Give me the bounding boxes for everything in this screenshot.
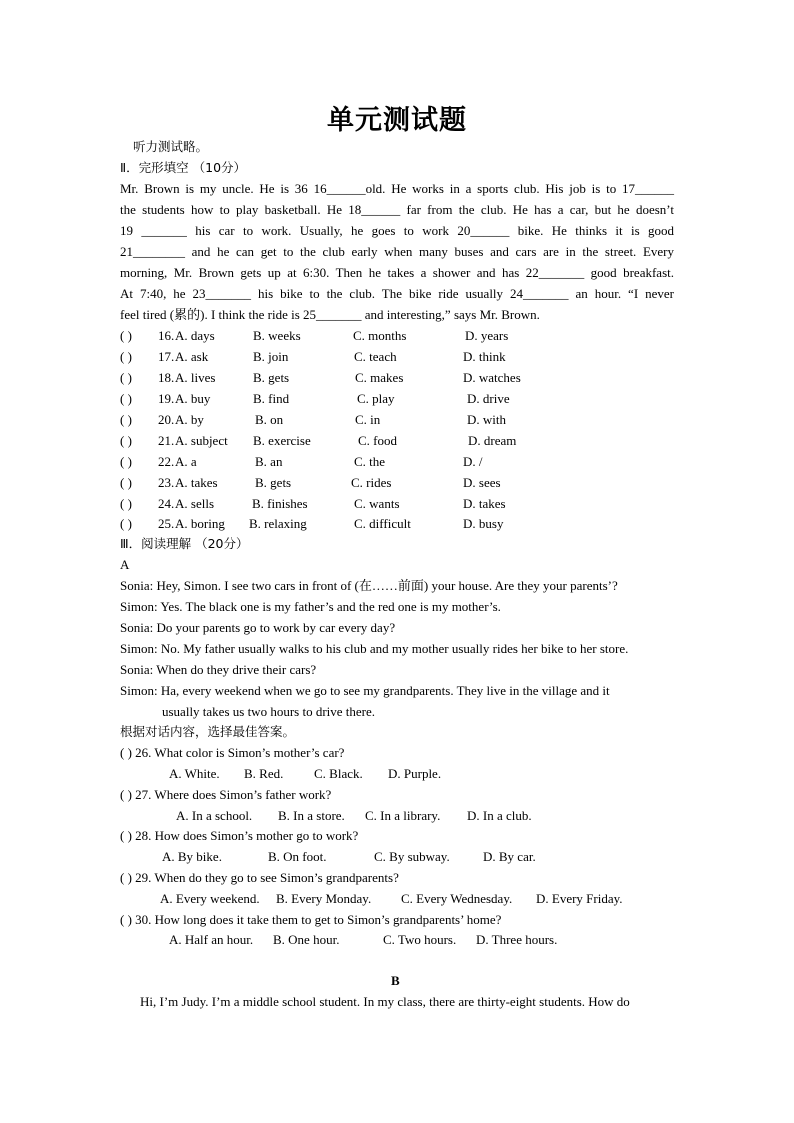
- option-a: A. by: [175, 412, 204, 427]
- passage-line: 19 _______ his car to work. Usually, he goes to work 20______ bike. He thinks it is good: [120, 223, 674, 238]
- option-a: A. a: [175, 454, 197, 469]
- question-number: 20.: [158, 412, 175, 427]
- option-d: D. drive: [467, 391, 510, 406]
- option-b: B. Red.: [244, 766, 284, 781]
- option-c: C. difficult: [354, 516, 411, 531]
- reading-question[interactable]: ( ) 28. How does Simon’s mother go to work?: [120, 828, 359, 843]
- option-c: C. Two hours.: [383, 932, 457, 947]
- option-b: B. Every Monday.: [276, 891, 372, 906]
- answer-bracket[interactable]: ( ): [120, 391, 132, 406]
- question-number: 18.: [158, 370, 175, 385]
- dialogue-line: Simon: No. My father usually walks to his club and my mother usually rides her bike to her store.: [120, 641, 629, 656]
- section2-heading: Ⅱ．完形填空 （10分）: [120, 160, 247, 175]
- dialogue-line: Sonia: Hey, Simon. I see two cars in front of (在……前面) your house. Are they your parents’?: [120, 578, 618, 593]
- dialogue-line: usually takes us two hours to drive there.: [162, 704, 376, 719]
- answer-bracket[interactable]: ( ): [120, 496, 132, 511]
- option-a: A. takes: [175, 475, 218, 490]
- option-a: A. lives: [175, 370, 216, 385]
- part-b-passage-line: Hi, I’m Judy. I’m a middle school student. In my class, there are thirty-eight students. How do: [140, 994, 630, 1009]
- option-c: C. wants: [354, 496, 400, 511]
- option-a: A. Every weekend.: [160, 891, 260, 906]
- reading-question[interactable]: ( ) 30. How long does it take them to get to Simon’s grandparents’ home?: [120, 912, 502, 927]
- question-number: 24.: [158, 496, 175, 511]
- reading-instruction: 根据对话内容，选择最佳答案。: [120, 724, 296, 739]
- option-d: D. busy: [463, 516, 504, 531]
- answer-bracket[interactable]: ( ): [120, 412, 132, 427]
- option-a: A. ask: [175, 349, 209, 364]
- dialogue-line: Sonia: When do they drive their cars?: [120, 662, 317, 677]
- dialogue-line: Simon: Yes. The black one is my father’s and the red one is my mother’s.: [120, 599, 501, 614]
- dialogue-line: Sonia: Do your parents go to work by car every day?: [120, 620, 396, 635]
- option-c: C. teach: [354, 349, 397, 364]
- option-c: C. the: [354, 454, 386, 469]
- reading-question[interactable]: ( ) 29. When do they go to see Simon’s grandparents?: [120, 870, 399, 885]
- option-d: D. Every Friday.: [536, 891, 623, 906]
- option-a: A. boring: [175, 516, 225, 531]
- part-a-label: A: [120, 557, 130, 572]
- question-number: 22.: [158, 454, 175, 469]
- option-c: C. food: [358, 433, 397, 448]
- option-c: C. in: [355, 412, 381, 427]
- listening-note: 听力测试略。: [133, 139, 209, 154]
- answer-bracket[interactable]: ( ): [120, 328, 132, 343]
- question-number: 17.: [158, 349, 175, 364]
- option-b: B. find: [253, 391, 290, 406]
- option-b: B. join: [253, 349, 289, 364]
- option-b: B. weeks: [253, 328, 301, 343]
- section3-heading: Ⅲ．阅读理解 （20分）: [120, 536, 249, 551]
- option-a: A. By bike.: [162, 849, 222, 864]
- answer-bracket[interactable]: ( ): [120, 475, 132, 490]
- option-a: A. Half an hour.: [169, 932, 254, 947]
- option-c: C. In a library.: [365, 808, 441, 823]
- answer-bracket[interactable]: ( ): [120, 370, 132, 385]
- dialogue-line: Simon: Ha, every weekend when we go to see my grandparents. They live in the village and it: [120, 683, 610, 698]
- option-b: B. finishes: [252, 496, 308, 511]
- option-b: B. On foot.: [268, 849, 327, 864]
- answer-bracket[interactable]: ( ): [120, 454, 132, 469]
- passage-line: At 7:40, he 23_______ his bike to the club. The bike ride usually 24_______ an hour. “I never: [120, 286, 674, 301]
- passage-line: 21________ and he can get to the club early when many buses and cars are in the street. Every: [120, 244, 674, 259]
- option-d: D. with: [467, 412, 506, 427]
- option-a: A. subject: [175, 433, 228, 448]
- option-d: D. years: [465, 328, 509, 343]
- option-b: B. gets: [253, 370, 290, 385]
- option-b: B. on: [255, 412, 284, 427]
- option-c: C. Every Wednesday.: [401, 891, 513, 906]
- option-d: D. In a club.: [467, 808, 532, 823]
- reading-question[interactable]: ( ) 27. Where does Simon’s father work?: [120, 787, 332, 802]
- option-c: C. Black.: [314, 766, 363, 781]
- option-c: C. rides: [351, 475, 392, 490]
- question-number: 16.: [158, 328, 175, 343]
- option-d: D. Purple.: [388, 766, 442, 781]
- question-number: 19.: [158, 391, 175, 406]
- option-d: D. dream: [468, 433, 517, 448]
- option-b: B. relaxing: [249, 516, 307, 531]
- option-c: C. play: [357, 391, 395, 406]
- option-b: B. In a store.: [278, 808, 345, 823]
- option-a: A. buy: [175, 391, 211, 406]
- option-d: D. Three hours.: [476, 932, 558, 947]
- option-c: C. By subway.: [374, 849, 450, 864]
- answer-bracket[interactable]: ( ): [120, 349, 132, 364]
- page-title: 单元测试题: [327, 105, 467, 136]
- option-c: C. makes: [355, 370, 404, 385]
- option-a: A. White.: [169, 766, 220, 781]
- option-d: D. By car.: [483, 849, 536, 864]
- option-b: B. an: [255, 454, 283, 469]
- option-a: A. days: [175, 328, 215, 343]
- option-b: B. One hour.: [273, 932, 340, 947]
- option-d: D. takes: [463, 496, 506, 511]
- answer-bracket[interactable]: ( ): [120, 433, 132, 448]
- option-d: D. sees: [463, 475, 501, 490]
- answer-bracket[interactable]: ( ): [120, 516, 132, 531]
- option-d: D. watches: [463, 370, 521, 385]
- option-c: C. months: [353, 328, 407, 343]
- part-b-label: B: [391, 973, 400, 988]
- passage-line: the students how to play basketball. He 18______ far from the club. He has a car, but he doesn’t: [120, 202, 674, 217]
- option-d: D. think: [463, 349, 506, 364]
- option-b: B. exercise: [253, 433, 311, 448]
- question-number: 23.: [158, 475, 175, 490]
- question-number: 25.: [158, 516, 175, 531]
- reading-question[interactable]: ( ) 26. What color is Simon’s mother’s car?: [120, 745, 345, 760]
- passage-line: Mr. Brown is my uncle. He is 36 16______old. He works in a sports club. His job is to 17______: [120, 181, 674, 196]
- option-d: D. /: [463, 454, 483, 469]
- option-a: A. In a school.: [176, 808, 253, 823]
- option-b: B. gets: [255, 475, 292, 490]
- question-number: 21.: [158, 433, 175, 448]
- option-a: A. sells: [175, 496, 214, 511]
- passage-line: morning, Mr. Brown gets up at 6:30. Then he takes a shower and has 22_______ good breakfast.: [120, 265, 674, 280]
- passage-line: feel tired (累的). I think the ride is 25_______ and interesting,” says Mr. Brown.: [120, 307, 540, 322]
